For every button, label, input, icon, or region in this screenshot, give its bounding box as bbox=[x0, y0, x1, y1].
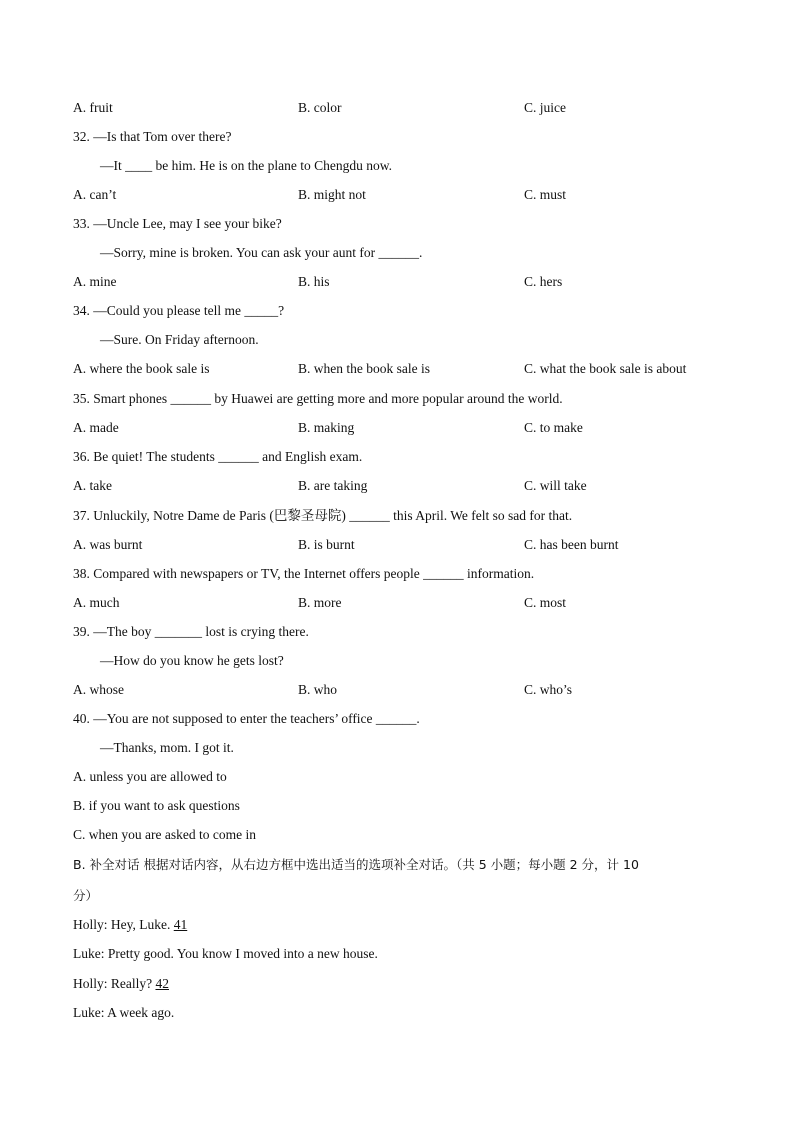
q37-option-c: C. has been burnt bbox=[524, 537, 619, 552]
q39-option-b: B. who bbox=[298, 682, 338, 697]
q40-option-b: B. if you want to ask questions bbox=[73, 798, 240, 813]
q35-options bbox=[0, 419, 800, 437]
blank-42: 42 bbox=[155, 976, 169, 991]
q39-question: 39. —The boy _______ lost is crying there. bbox=[73, 624, 309, 639]
q34-option-c: C. what the book sale is about bbox=[524, 361, 687, 376]
q37-option-b: B. is burnt bbox=[298, 537, 355, 552]
q33-option-a: A. mine bbox=[73, 274, 117, 289]
q35-option-c: C. to make bbox=[524, 420, 583, 435]
q34-option-a: A. where the book sale is bbox=[73, 361, 210, 376]
q36-option-a: A. take bbox=[73, 478, 112, 493]
dialogue-luke-2: Luke: A week ago. bbox=[73, 1005, 175, 1020]
dialogue-holly-1-text: Holly: Hey, Luke. bbox=[73, 917, 174, 932]
q40-option-a: A. unless you are allowed to bbox=[73, 769, 227, 784]
q37-options bbox=[0, 536, 800, 554]
q31-option-c: C. juice bbox=[524, 100, 566, 115]
q36-option-c: C. will take bbox=[524, 478, 587, 493]
q38-option-a: A. much bbox=[73, 595, 120, 610]
q39-options bbox=[0, 681, 800, 699]
section-b-instructions-cont: 分） bbox=[73, 888, 99, 903]
q38-question: 38. Compared with newspapers or TV, the Internet offers people ______ information. bbox=[73, 566, 535, 581]
q34-question: 34. —Could you please tell me _____? bbox=[73, 303, 285, 318]
q38-option-c: C. most bbox=[524, 595, 567, 610]
q33-options bbox=[0, 273, 800, 291]
q33-question: 33. —Uncle Lee, may I see your bike? bbox=[73, 216, 282, 231]
dialogue-luke-1: Luke: Pretty good. You know I moved into a new house. bbox=[73, 946, 378, 961]
q40-reply: —Thanks, mom. I got it. bbox=[100, 740, 234, 755]
dialogue-holly-2-text: Holly: Really? bbox=[73, 976, 156, 991]
q38-option-b: B. more bbox=[298, 595, 342, 610]
q35-question: 35. Smart phones ______ by Huawei are getting more and more popular around the world. bbox=[73, 391, 563, 406]
q37-option-a: A. was burnt bbox=[73, 537, 143, 552]
section-b-instructions: B. 补全对话 根据对话内容，从右边方框中选出适当的选项补全对话。（共 5 小题；每小题 2 分，计 10 bbox=[73, 857, 639, 872]
q34-option-b: B. when the book sale is bbox=[298, 361, 430, 376]
q35-option-a: A. made bbox=[73, 420, 119, 435]
q40-option-c: C. when you are asked to come in bbox=[73, 827, 256, 842]
q32-options bbox=[0, 186, 800, 204]
q33-option-c: C. hers bbox=[524, 274, 563, 289]
q31-options bbox=[0, 99, 800, 117]
q34-reply: —Sure. On Friday afternoon. bbox=[100, 332, 259, 347]
q39-option-c: C. who’s bbox=[524, 682, 573, 697]
q32-question: 32. —Is that Tom over there? bbox=[73, 129, 232, 144]
q32-option-a: A. can’t bbox=[73, 187, 117, 202]
dialogue-holly-1 bbox=[73, 916, 187, 934]
q34-options bbox=[0, 360, 800, 378]
q39-reply: —How do you know he gets lost? bbox=[100, 653, 284, 668]
q40-question: 40. —You are not supposed to enter the teachers’ office ______. bbox=[73, 711, 420, 726]
q32-option-b: B. might not bbox=[298, 187, 366, 202]
dialogue-holly-2 bbox=[73, 975, 169, 993]
q32-reply: —It ____ be him. He is on the plane to Chengdu now. bbox=[100, 158, 392, 173]
q33-reply: —Sorry, mine is broken. You can ask your aunt for ______. bbox=[100, 245, 423, 260]
q33-option-b: B. his bbox=[298, 274, 330, 289]
q36-option-b: B. are taking bbox=[298, 478, 368, 493]
q35-option-b: B. making bbox=[298, 420, 355, 435]
q38-options bbox=[0, 594, 800, 612]
blank-41: 41 bbox=[173, 917, 188, 932]
q36-options bbox=[0, 477, 800, 495]
q37-question: 37. Unluckily, Notre Dame de Paris (巴黎圣母院) ______ this April. We felt so sad for that. bbox=[73, 508, 573, 523]
q31-option-a: A. fruit bbox=[73, 100, 113, 115]
q31-option-b: B. color bbox=[298, 100, 342, 115]
q39-option-a: A. whose bbox=[73, 682, 124, 697]
q32-option-c: C. must bbox=[524, 187, 567, 202]
q36-question: 36. Be quiet! The students ______ and English exam. bbox=[73, 449, 363, 464]
